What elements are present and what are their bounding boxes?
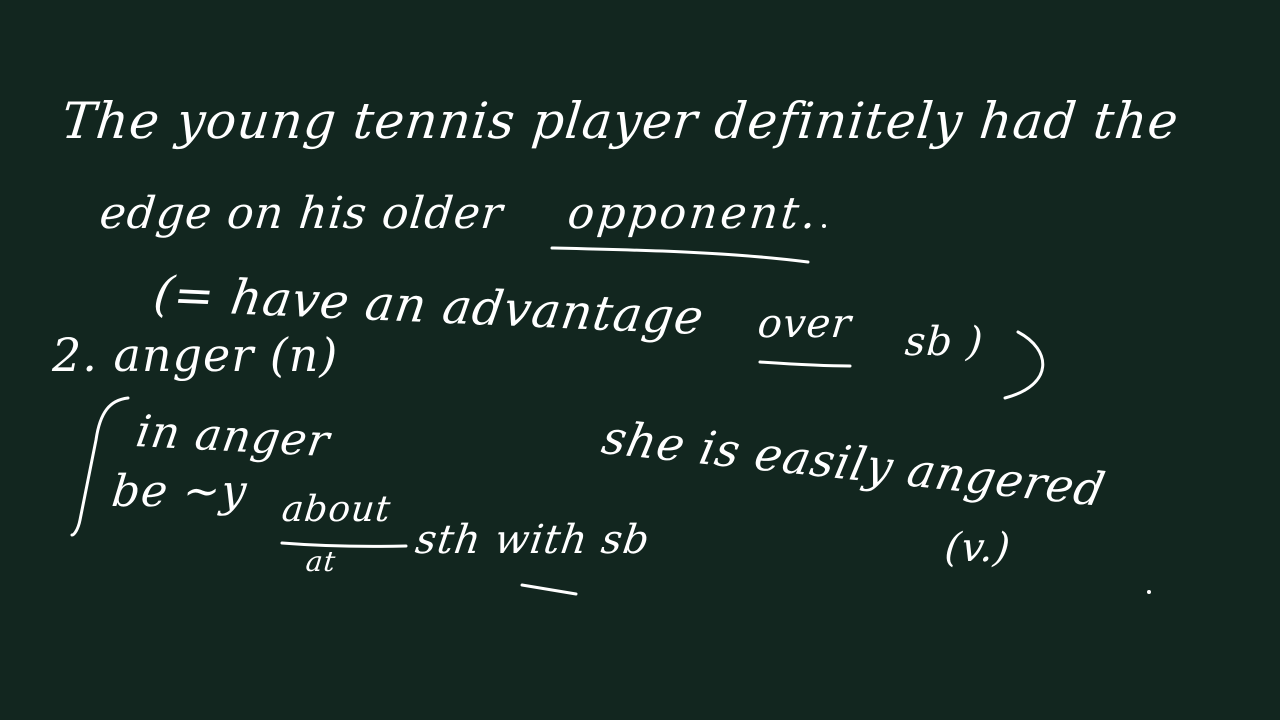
closing-paren-stroke [1005, 332, 1043, 398]
phrase-sth-with-sb: sth with sb [412, 517, 654, 563]
word-over-underlined: over [755, 301, 854, 347]
sentence-line-1: The young tennis player definitely had the [58, 92, 1182, 150]
word-opponent-underlined: opponent. [565, 188, 822, 239]
underline-over [760, 362, 850, 366]
underline-about [282, 543, 406, 546]
stray-dot [1147, 590, 1151, 594]
phrase-be-angry: be ~y [109, 466, 250, 517]
underline-with [522, 585, 576, 594]
part-of-speech-note: (v.) [942, 525, 1014, 571]
underline-opponent [552, 248, 808, 262]
word-about-underlined: about [279, 489, 394, 530]
period-dot [822, 224, 826, 228]
vocab-item-anger: 2. anger (n) [52, 328, 339, 382]
definition-line: (= have an advantage [150, 266, 708, 347]
definition-end: sb ) [903, 319, 986, 365]
sentence-line-2: edge on his older [97, 188, 506, 239]
phrase-in-anger: in anger [132, 406, 334, 468]
word-at-alternative: at [304, 545, 338, 578]
example-sentence: she is easily angered [597, 410, 1111, 518]
